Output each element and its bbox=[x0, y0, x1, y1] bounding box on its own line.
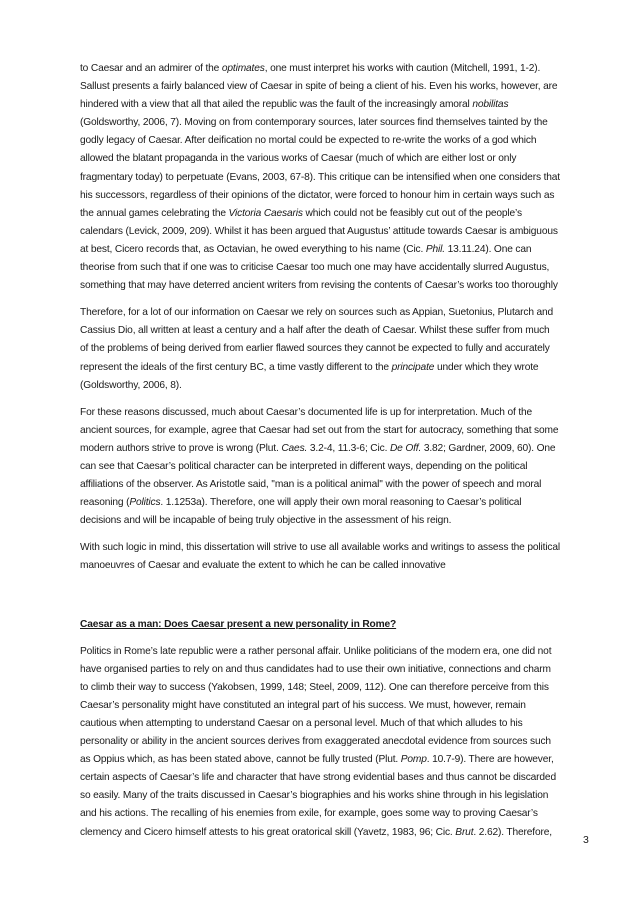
text-run: (Goldsworthy, 2006, 7). Moving on from contemporary sources, later sources find themselves tainted by the godly legacy of Caesar. After deification no mortal could be expected to re-write the works of a god which allowed the blatant propaganda in the various works of Caesar (much of which are either lost or only fragmentary today) to perpetuate (Evans, 2003, 67-8). This critique can be intensified when one considers that his successors, regardless of their opinions of the dictator, were forced to honour him in certain ways such as the annual games celebrating the bbox=[80, 117, 560, 219]
paragraph bbox=[80, 404, 560, 531]
italic-run: Pomp bbox=[400, 754, 427, 766]
italic-run: Brut bbox=[455, 826, 474, 838]
body-text bbox=[80, 60, 560, 851]
text-run: . 2.62). Therefore, bbox=[473, 826, 552, 838]
text-run: For these reasons discussed, much about Caesar’s documented life is up for interpretation. Much of the ancient sources, for example, agree that Caesar had set out from the start for autocracy, something that some modern authors strive to prove is wrong (Plut. bbox=[80, 406, 559, 454]
text-run: Politics in Rome’s late republic were a rather personal affair. Unlike politicians of the modern era, one did not have organised parties to rely on and thus candidates had to use their own initiative, connections and charm to climb their way to success (Yakobsen, 1999, 148; Steel, 2009, 112). One can therefore perceive from this Caesar’s personality might have constituted an integral part of his success. We must, however, remain cautious when attempting to understand Caesar on a personal level. Much of that which alludes to his personality or ability in the ancient sources derives from exaggerated anecdotal evidence from sources such as Oppius which, as has been stated above, cannot be fully trusted (Plut. bbox=[80, 645, 552, 766]
text-run: which could not be feasibly cut out of the people’s calendars (Levick, 2009, 209). Whilst it has been argued that Augustus’ attitude towards Caesar is ambiguous at best, Cicero records that, as Octavian, he owed everything to his name (Cic. bbox=[80, 207, 558, 255]
paragraph bbox=[80, 60, 560, 295]
paragraph bbox=[80, 539, 560, 575]
italic-run: De Off. bbox=[389, 442, 422, 454]
italic-run: Victoria Caesaris bbox=[228, 207, 303, 219]
paragraph bbox=[80, 304, 560, 394]
page-number: 3 bbox=[583, 834, 589, 846]
text-run: . 1.1253a). Therefore, one will apply their own moral reasoning to Caesar’s political decisions and will be incapable of being truly objective in the assessment of his reign. bbox=[80, 497, 522, 527]
italic-run: optimates bbox=[221, 63, 265, 74]
text-run: Therefore, for a lot of our information on Caesar we rely on sources such as Appian, Suetonius, Plutarch and Cassius Dio, all written at least a century and a half after the death of Caesar. Whilst these suffer from much of the problems of being derived from earlier flawed sources they cannot be expected to fully and accurately represent the ideals of the first century BC, a time vastly different to the bbox=[80, 307, 554, 373]
italic-run: Caes. bbox=[281, 442, 308, 454]
text-run: 3.82; Gardner, 2009, 60). One can see that Caesar’s political character can be interpreted in different ways, depending on the political affiliations of the observer. As Aristotle said, ''man is a political animal'' with the power of speech and moral reasoning ( bbox=[80, 442, 556, 509]
paragraph bbox=[80, 643, 560, 842]
text-run: 13.11.24). One can theorise from such that if one was to criticise Caesar too much one may have accidentally slurred Augustus, something that may have deterred ancient writers from revising the contents of Caesar’s works too thoroughly bbox=[80, 243, 558, 292]
italic-run: principate bbox=[391, 361, 435, 373]
text-run: With such logic in mind, this dissertation will strive to use all available works and writings to assess the political manoeuvres of Caesar and evaluate the extent to which he can be called innovative bbox=[80, 542, 561, 572]
section-heading: Caesar as a man: Does Caesar present a new personality in Rome? bbox=[80, 618, 397, 630]
text-run: to Caesar and an admirer of the bbox=[80, 63, 222, 74]
text-run: 3.2-4, 11.3-6; Cic. bbox=[307, 442, 390, 454]
text-run: . 10.7-9). There are however, certain aspects of Caesar’s life and character that have strong evidential bases and thus cannot be discarded so easily. Many of the traits discussed in Caesar’s biographies and his works shine through in his legislation and his actions. The recalling of his enemies from exile, for example, goes some way to proving Caesar’s clemency and Cicero himself attests to his great oratorical skill (Yavetz, 1983, 96; Cic. bbox=[80, 754, 556, 838]
italic-run: Politics bbox=[129, 497, 161, 509]
italic-run: Phil. bbox=[425, 243, 445, 255]
text-run: under which they wrote (Goldsworthy, 2006, 8). bbox=[80, 361, 539, 391]
italic-run: nobilitas bbox=[472, 99, 509, 111]
text-run: , one must interpret his works with caution (Mitchell, 1991, 1-2). Sallust presents a fairly balanced view of Caesar in spite of being a client of his. Even his works, however, are hindered with a view that all that ailed the republic was the fault of the increasingly amoral bbox=[80, 63, 558, 111]
